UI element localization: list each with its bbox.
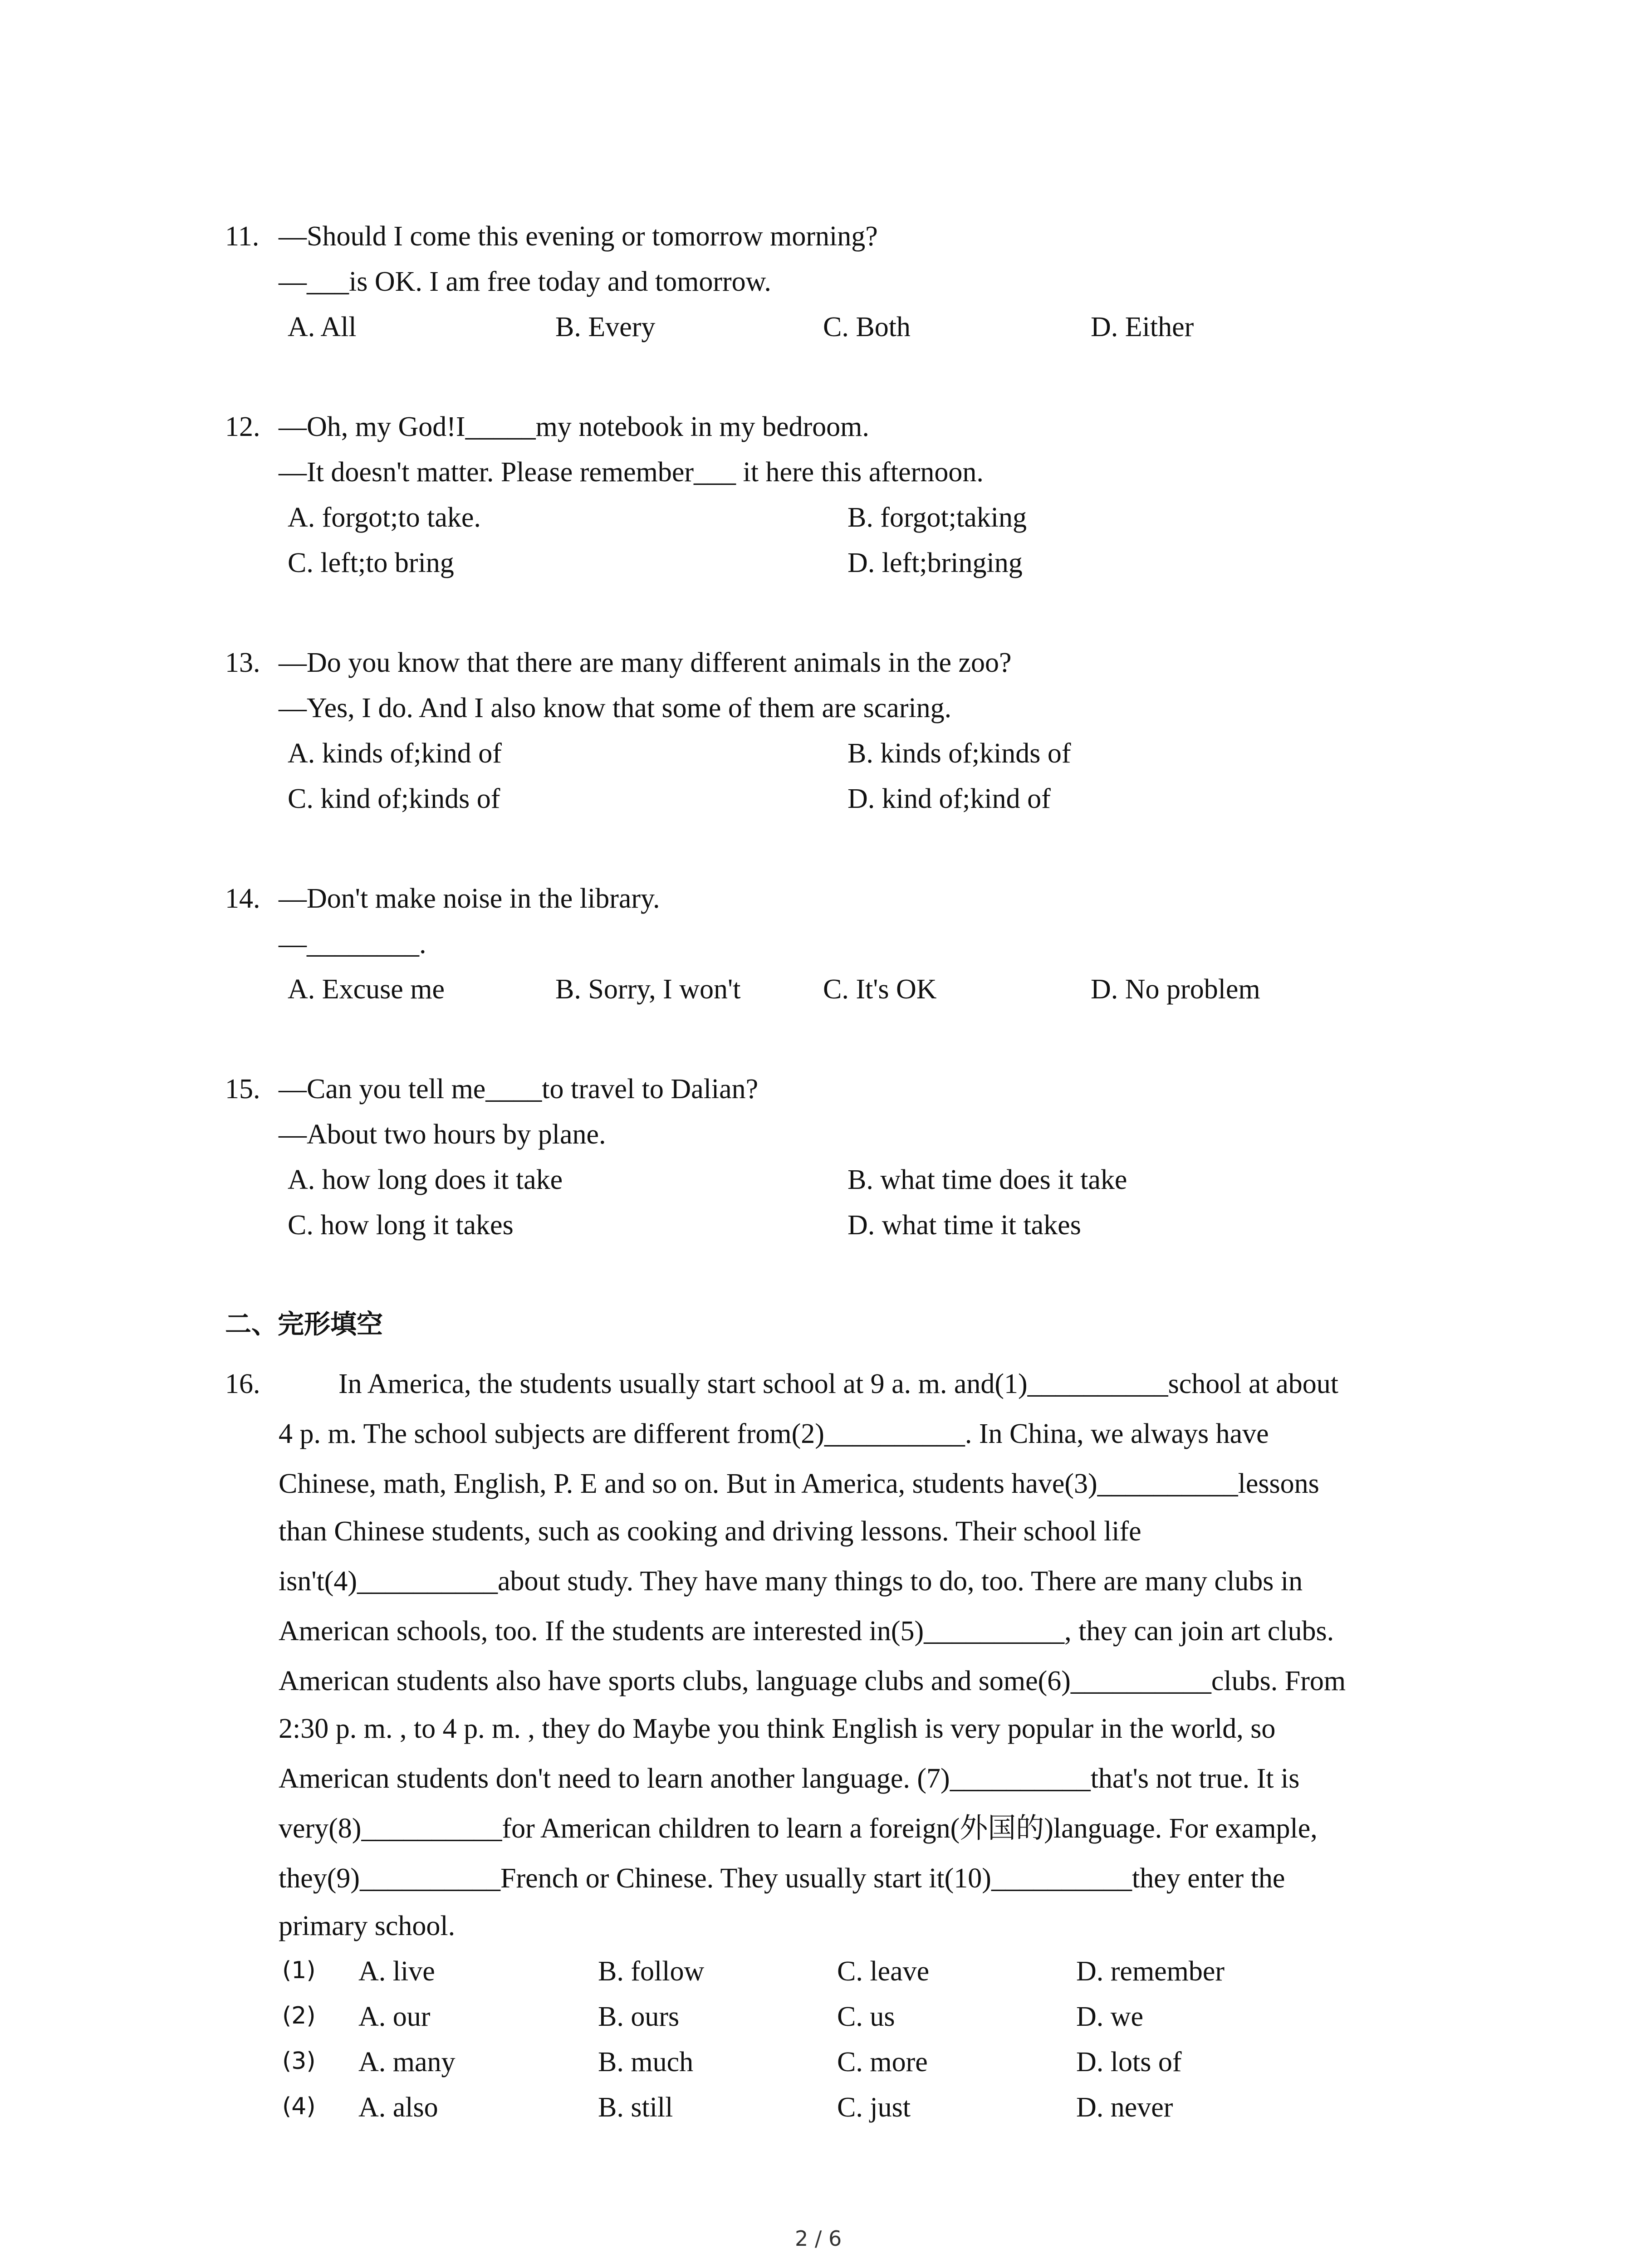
- option-c: C. us: [837, 2001, 895, 2032]
- option-d: D. what time it takes: [847, 1210, 1081, 1241]
- choice-label: (1): [282, 1957, 316, 1984]
- option-d: D. lots of: [1076, 2047, 1182, 2077]
- option-b: B. follow: [598, 1956, 705, 1987]
- question-line: —Yes, I do. And I also know that some of them are scaring.: [279, 693, 952, 723]
- question-line: —Oh, my God!I_____my notebook in my bedroom.: [279, 411, 869, 442]
- question-line: —___is OK. I am free today and tomorrow.: [279, 266, 771, 297]
- choice-label: (4): [282, 2093, 316, 2120]
- option-c: C. leave: [837, 1956, 930, 1987]
- choice-label: (3): [282, 2048, 316, 2075]
- question-number: 15.: [225, 1074, 260, 1105]
- question-line: —About two hours by plane.: [279, 1119, 606, 1150]
- option-a: A. how long does it take: [288, 1164, 563, 1195]
- option-a: A. live: [358, 1956, 435, 1987]
- option-c: C. just: [837, 2092, 911, 2123]
- option-c: C. kind of;kinds of: [288, 783, 500, 814]
- option-c: C. Both: [823, 312, 911, 342]
- option-b: B. Sorry, I won't: [555, 974, 741, 1005]
- option-d: D. left;bringing: [847, 547, 1023, 578]
- question-number: 14.: [225, 883, 260, 914]
- question-number: 13.: [225, 647, 260, 678]
- option-a: A. many: [358, 2047, 456, 2077]
- question-line: —It doesn't matter. Please remember___ it here this afternoon.: [279, 457, 984, 488]
- page-number: 2 / 6: [795, 2226, 842, 2251]
- passage-line: 2:30 p. m. , to 4 p. m. , they do Maybe you think English is very popular in the world, so: [279, 1713, 1276, 1744]
- question-line: —Can you tell me____to travel to Dalian?: [279, 1074, 759, 1105]
- question-number: 12.: [225, 411, 260, 442]
- option-a: A. Excuse me: [288, 974, 445, 1005]
- option-b: B. forgot;taking: [847, 502, 1027, 533]
- passage-line: they(9)__________French or Chinese. They usually start it(10)__________they enter the: [279, 1863, 1285, 1894]
- option-b: B. Every: [555, 312, 656, 342]
- option-d: D. remember: [1076, 1956, 1225, 1987]
- section-heading: 二、完形填空: [225, 1309, 383, 1339]
- option-b: B. kinds of;kinds of: [847, 738, 1071, 769]
- passage-line: Chinese, math, English, P. E and so on. But in America, students have(3)__________lessons: [279, 1468, 1319, 1499]
- choice-label: (2): [282, 2002, 316, 2029]
- passage-line: isn't(4)__________about study. They have many things to do, too. There are many clubs in: [279, 1566, 1303, 1597]
- option-d: D. we: [1076, 2001, 1144, 2032]
- passage-line: 4 p. m. The school subjects are different from(2)__________. In China, we always have: [279, 1418, 1269, 1449]
- question-line: —________.: [279, 929, 426, 959]
- option-c: C. how long it takes: [288, 1210, 514, 1241]
- question-line: —Should I come this evening or tomorrow morning?: [279, 221, 878, 252]
- question-number: 11.: [225, 221, 260, 252]
- option-d: D. kind of;kind of: [847, 783, 1051, 814]
- option-d: D. No problem: [1091, 974, 1260, 1005]
- option-c: C. more: [837, 2047, 928, 2077]
- question-line: —Do you know that there are many different animals in the zoo?: [279, 647, 1012, 678]
- option-d: D. Either: [1091, 312, 1194, 342]
- passage-line: American schools, too. If the students are interested in(5)__________, they can join art clubs.: [279, 1616, 1334, 1647]
- option-c: C. left;to bring: [288, 547, 454, 578]
- question-number: 16.: [225, 1369, 260, 1399]
- option-a: A. also: [358, 2092, 438, 2123]
- option-b: B. still: [598, 2092, 673, 2123]
- question-line: —Don't make noise in the library.: [279, 883, 660, 914]
- passage-line: very(8)__________for American children to learn a foreign(外国的)language. For example,: [279, 1813, 1318, 1844]
- option-a: A. kinds of;kind of: [288, 738, 502, 769]
- passage-line: In America, the students usually start school at 9 a. m. and(1)__________school at about: [338, 1369, 1338, 1399]
- option-b: B. what time does it take: [847, 1164, 1127, 1195]
- passage-line: American students also have sports clubs, language clubs and some(6)__________clubs. From: [279, 1666, 1346, 1696]
- option-b: B. much: [598, 2047, 694, 2077]
- passage-line: primary school.: [279, 1911, 456, 1941]
- option-a: A. All: [288, 312, 357, 342]
- passage-line: than Chinese students, such as cooking and driving lessons. Their school life: [279, 1516, 1141, 1547]
- option-c: C. It's OK: [823, 974, 937, 1005]
- option-a: A. forgot;to take.: [288, 502, 481, 533]
- option-d: D. never: [1076, 2092, 1173, 2123]
- option-b: B. ours: [598, 2001, 680, 2032]
- passage-line: American students don't need to learn another language. (7)__________that's not true. It is: [279, 1763, 1300, 1794]
- option-a: A. our: [358, 2001, 431, 2032]
